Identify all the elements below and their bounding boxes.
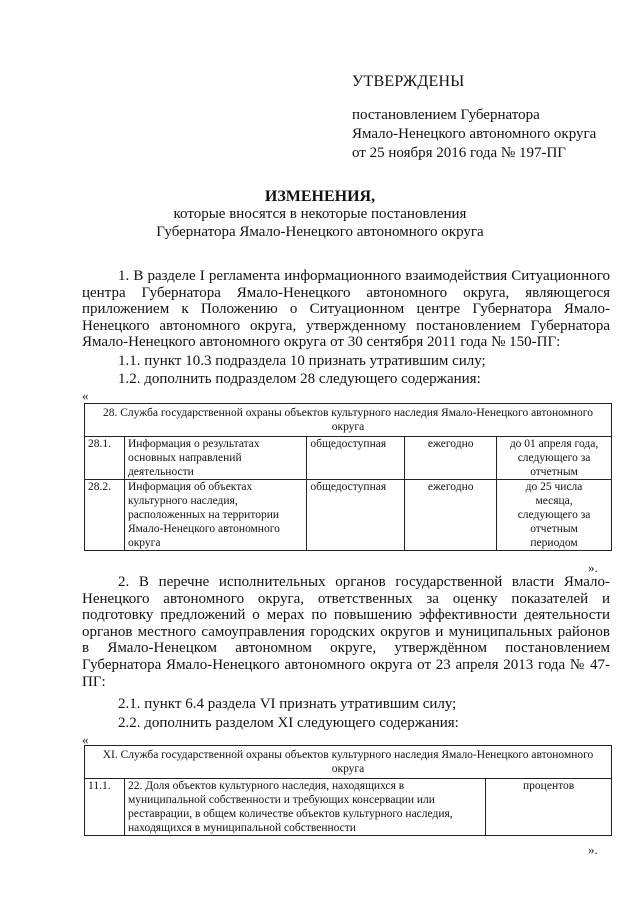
row-info: Информация об объектах культурного наследия, расположенных на территории Ямало-Ненецкого автономного округа <box>124 480 306 551</box>
approval-line: от 25 ноября 2016 года № 197-ПГ <box>352 145 566 161</box>
row-number: 11.1. <box>85 779 125 836</box>
row-frequency: ежегодно <box>405 480 497 551</box>
row-unit: процентов <box>486 779 612 836</box>
close-quote: ». <box>588 842 598 857</box>
document-subtitle <box>0 205 640 241</box>
section2-intro: 2. В перечне исполнительных органов государственной власти Ямало-Ненецкого автономного округа, ответственных за оценку показателей и подготовку предложений о мерах по повышению эффективности деятельности органов местного самоуправления городских округов и муниципальных районов в Ямало-Ненецком автономном округе, утверждённом постановлением Губернатора Ямало-Ненецкого автономного округа от 23 апреля 2013 года № 47-ПГ: <box>82 574 610 690</box>
row-access: общедоступная <box>307 480 405 551</box>
section2-item2: 2.2. дополнить разделом XI следующего содержания: <box>118 715 459 731</box>
section1-item1: 1.1. пункт 10.3 подраздела 10 признать утратившим силу; <box>118 353 486 369</box>
section1-intro: 1. В разделе I регламента информационного взаимодействия Ситуационного центра Губернатора Ямало-Ненецкого автономного округа, являющегося приложением к Положению о Ситуационном центре Губернатора Ямало-Ненецкого автономного округа, утвержденному постановлением Губернатора Ямало-Ненецкого автономного округа от 30 сентября 2011 года № 150-ПГ: <box>82 268 610 351</box>
close-quote: ». <box>588 560 598 575</box>
open-quote: « <box>82 388 89 403</box>
document-title: ИЗМЕНЕНИЯ, <box>264 188 376 205</box>
section2-table <box>84 745 612 836</box>
section1-table <box>84 403 612 551</box>
row-deadline: до 01 апреля года, следующего за отчетным <box>497 437 612 480</box>
table-row <box>85 480 612 551</box>
table-header-row <box>85 746 612 779</box>
approval-block <box>352 72 596 163</box>
table-header-cell: XI. Служба государственной охраны объектов культурного наследия Ямало-Ненецкого автономного округа <box>85 746 612 779</box>
subtitle-line: которые вносятся в некоторые постановления <box>173 206 467 222</box>
table-row <box>85 779 612 836</box>
row-frequency: ежегодно <box>405 437 497 480</box>
approval-line: Ямало-Ненецкого автономного округа <box>352 126 597 142</box>
table-row <box>85 437 612 480</box>
row-text: 22. Доля объектов культурного наследия, находящихся в муниципальной собственности и требующих консервации или реставрации, в общем количестве объектов культурного наследия, находящихся в муниципальной собственности <box>124 779 485 836</box>
table-header-cell: 28. Служба государственной охраны объектов культурного наследия Ямало-Ненецкого автономного округа <box>85 404 612 437</box>
subtitle-line: Губернатора Ямало-Ненецкого автономного округа <box>156 224 484 240</box>
row-access: общедоступная <box>307 437 405 480</box>
section1-item2: 1.2. дополнить подразделом 28 следующего содержания: <box>118 371 481 387</box>
row-number: 28.2. <box>85 480 125 551</box>
section2-item1: 2.1. пункт 6.4 раздела VI признать утратившим силу; <box>118 696 457 712</box>
row-number: 28.1. <box>85 437 125 480</box>
approval-line: постановлением Губернатора <box>352 107 540 123</box>
row-deadline: до 25 числа месяца, следующего за отчетным периодом <box>497 480 612 551</box>
row-info: Информация о результатах основных направлений деятельности <box>124 437 306 480</box>
open-quote: « <box>82 732 89 747</box>
table-header-row <box>85 404 612 437</box>
approval-heading: УТВЕРЖДЕНЫ <box>352 73 465 90</box>
